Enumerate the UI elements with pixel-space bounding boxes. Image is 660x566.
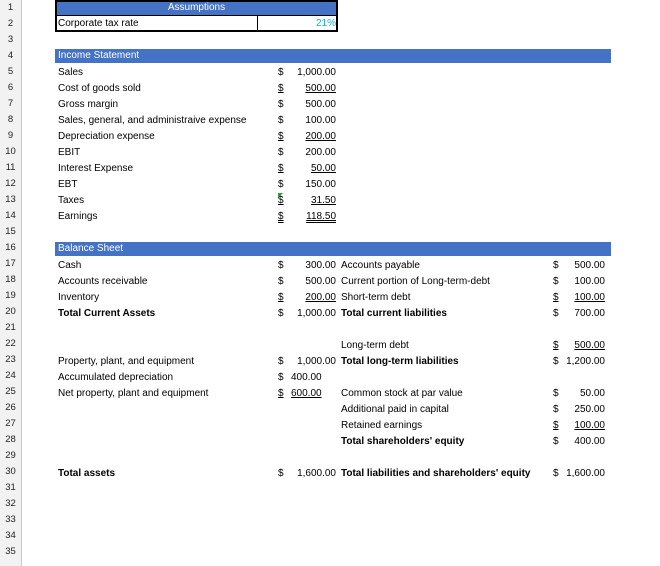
total-current-assets-label[interactable]: Total Current Assets [58,308,156,319]
row-number[interactable]: 22 [5,338,16,349]
total-current-assets-value[interactable]: $ 1,000.00 [278,308,336,319]
row-number[interactable]: 3 [7,34,14,45]
income-row-value[interactable]: $ 200.00 [278,147,336,158]
income-row-label[interactable]: Depreciation expense [58,131,155,142]
total-current-liabilities-value[interactable]: $ 700.00 [553,308,605,319]
formula-warning-indicator[interactable] [278,193,283,198]
row-number[interactable]: 34 [5,530,16,541]
cash-label[interactable]: Cash [58,260,82,271]
long-term-debt-label[interactable]: Long-term debt [341,340,409,351]
row-number[interactable]: 8 [7,114,14,125]
row-number[interactable]: 14 [5,210,16,221]
income-row-value[interactable]: $ 150.00 [278,179,336,190]
row-number[interactable]: 7 [7,98,14,109]
total-lt-liabilities-value[interactable]: $ 1,200.00 [553,356,605,367]
total-assets-label[interactable]: Total assets [58,468,116,479]
accounts-payable-value[interactable]: $ 500.00 [553,260,605,271]
short-term-debt-label[interactable]: Short-term debt [341,292,411,303]
income-row-label[interactable]: Sales, general, and administraive expense [58,115,247,126]
accounts-payable-label[interactable]: Accounts payable [341,260,420,271]
tax-rate-value[interactable]: 21% [315,18,336,29]
accounts-receivable-label[interactable]: Accounts receivable [58,276,148,287]
common-stock-value[interactable]: $ 50.00 [553,388,605,399]
net-ppe-label[interactable]: Net property, plant and equipment [58,388,209,399]
common-stock-label[interactable]: Common stock at par value [341,388,463,399]
retained-earnings-value[interactable]: $ 100.00 [553,420,605,431]
income-row-value[interactable]: $ 118.50 [278,211,336,222]
assumptions-header-label: Assumptions [167,2,226,13]
income-row-value[interactable]: $ 500.00 [278,83,336,94]
current-ltd-label[interactable]: Current portion of Long-term-debt [341,276,490,287]
row-number[interactable]: 12 [5,178,16,189]
row-number[interactable]: 6 [7,82,14,93]
income-row-label[interactable]: Interest Expense [58,163,134,174]
income-row-label[interactable]: EBIT [58,147,81,158]
row-number[interactable]: 19 [5,290,16,301]
current-ltd-value[interactable]: $ 100.00 [553,276,605,287]
income-row-label[interactable]: EBT [58,179,78,190]
ppe-value[interactable]: $ 1,000.00 [278,356,336,367]
row-number[interactable]: 1 [7,2,14,13]
income-row-value[interactable]: $ 200.00 [278,131,336,142]
accounts-receivable-value[interactable]: $ 500.00 [278,276,336,287]
row-number[interactable]: 25 [5,386,16,397]
apic-label[interactable]: Additional paid in capital [341,404,449,415]
inventory-label[interactable]: Inventory [58,292,100,303]
income-row-label[interactable]: Earnings [58,211,98,222]
income-row-value[interactable]: $ 31.50 [278,195,336,206]
row-number[interactable]: 35 [5,546,16,557]
row-number[interactable]: 29 [5,450,16,461]
row-number[interactable]: 24 [5,370,16,381]
row-number[interactable]: 26 [5,402,16,413]
row-number[interactable]: 28 [5,434,16,445]
total-lt-liabilities-label[interactable]: Total long-term liabilities [341,356,459,367]
row-number[interactable]: 17 [5,258,16,269]
cash-value[interactable]: $ 300.00 [278,260,336,271]
income-row-value[interactable]: $ 500.00 [278,99,336,110]
income-statement-header[interactable]: Income Statement [58,50,140,61]
income-row-label[interactable]: Cost of goods sold [58,83,141,94]
balance-sheet-header[interactable]: Balance Sheet [58,243,124,254]
inventory-value[interactable]: $ 200.00 [278,292,336,303]
row-number[interactable]: 4 [7,50,14,61]
income-row-value[interactable]: $ 1,000.00 [278,67,336,78]
retained-earnings-label[interactable]: Retained earnings [341,420,423,431]
row-number[interactable]: 16 [5,242,16,253]
total-equity-value[interactable]: $ 400.00 [553,436,605,447]
row-number[interactable]: 32 [5,498,16,509]
row-number[interactable]: 20 [5,306,16,317]
total-liab-equity-value[interactable]: $ 1,600.00 [553,468,605,479]
income-row-value[interactable]: $ 100.00 [278,115,336,126]
row-number[interactable]: 30 [5,466,16,477]
row-number[interactable]: 13 [5,194,16,205]
row-header-column [0,0,22,566]
balance-sheet-band [55,242,611,256]
row-number[interactable]: 23 [5,354,16,365]
tax-rate-label[interactable]: Corporate tax rate [58,18,139,29]
row-number[interactable]: 27 [5,418,16,429]
row-number[interactable]: 10 [5,146,16,157]
short-term-debt-value[interactable]: $ 100.00 [553,292,605,303]
apic-value[interactable]: $ 250.00 [553,404,605,415]
long-term-debt-value[interactable]: $ 500.00 [553,340,605,351]
income-row-label[interactable]: Gross margin [58,99,119,110]
total-assets-value[interactable]: $ 1,600.00 [278,468,336,479]
accumulated-depreciation-label[interactable]: Accumulated depreciation [58,372,174,383]
row-number[interactable]: 9 [7,130,14,141]
row-number[interactable]: 15 [5,226,16,237]
row-number[interactable]: 2 [7,18,14,29]
row-number[interactable]: 5 [7,66,14,77]
income-row-value[interactable]: $ 50.00 [278,163,336,174]
total-current-liabilities-label[interactable]: Total current liabilities [341,308,447,319]
row-number[interactable]: 21 [5,322,16,333]
accumulated-depreciation-value[interactable]: $ 400.00 [278,372,322,383]
income-row-label[interactable]: Sales [58,67,84,78]
net-ppe-value[interactable]: $ 600.00 [278,388,322,399]
row-number[interactable]: 33 [5,514,16,525]
row-number[interactable]: 18 [5,274,16,285]
total-liab-equity-label[interactable]: Total liabilities and shareholders' equity [341,468,531,479]
income-row-label[interactable]: Taxes [58,195,85,206]
row-number[interactable]: 31 [5,482,16,493]
total-equity-label[interactable]: Total shareholders' equity [341,436,465,447]
row-number[interactable]: 11 [5,162,16,173]
ppe-label[interactable]: Property, plant, and equipment [58,356,195,367]
